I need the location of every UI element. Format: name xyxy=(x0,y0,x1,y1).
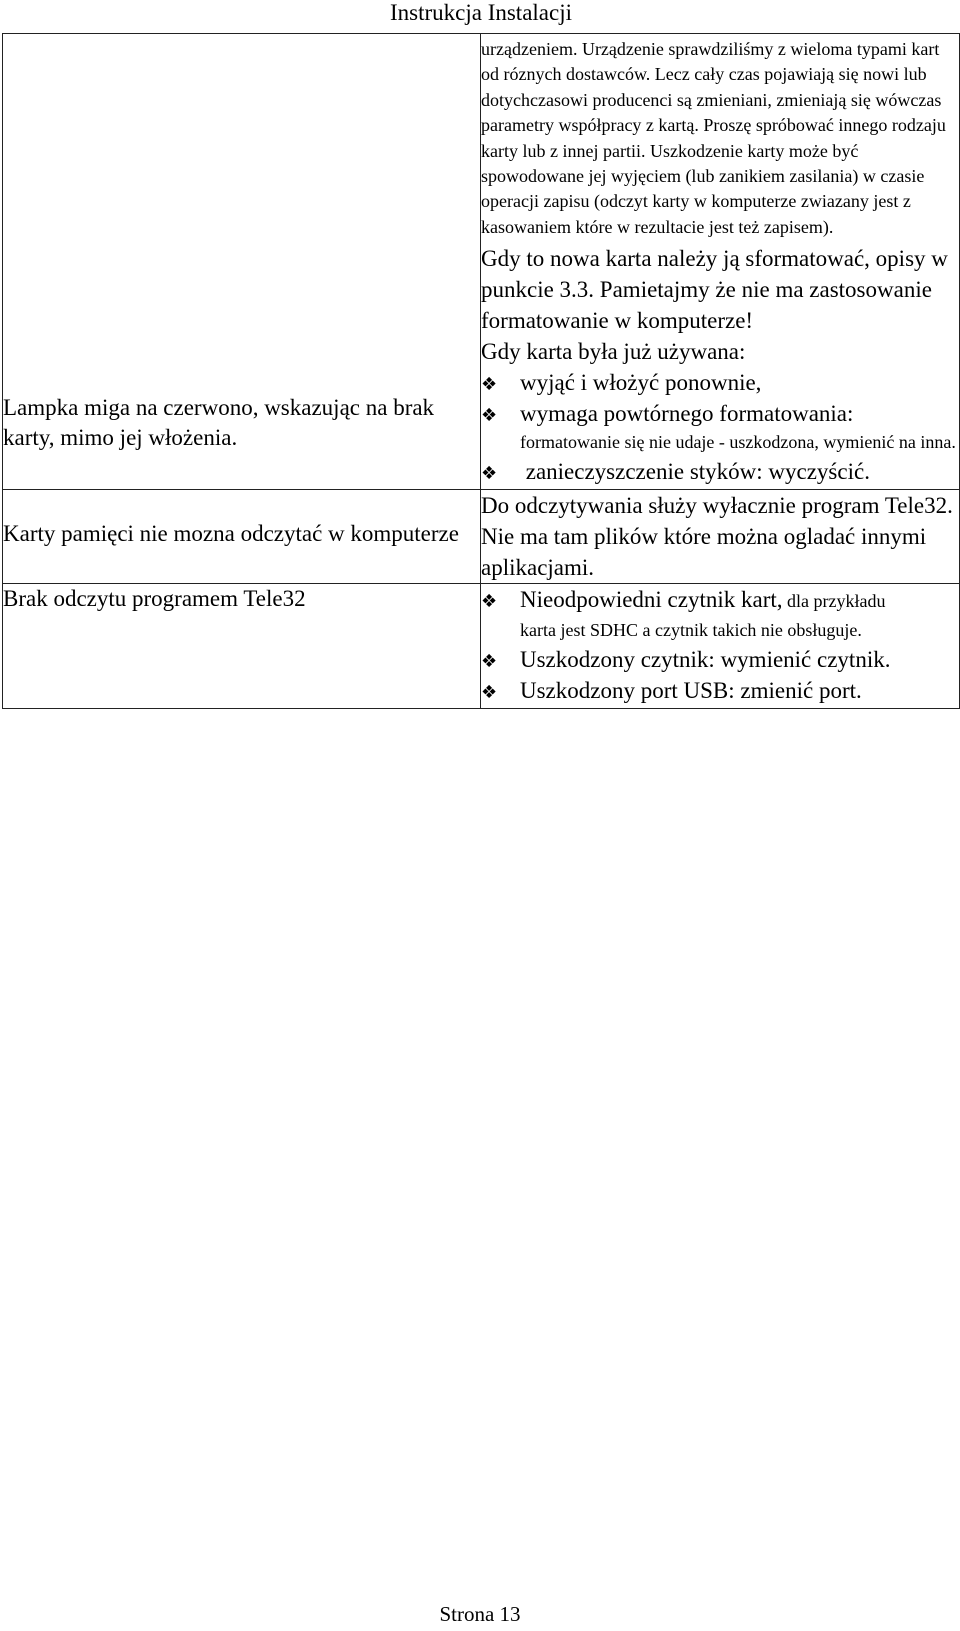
list-item-text: Nieodpowiedni czytnik kart, xyxy=(520,587,783,613)
page-number: Strona 13 xyxy=(439,1602,521,1626)
solution-paragraph: Do odczytywania służy wyłacznie program Tele32. Nie ma tam plików które można ogladać innymi aplikacjami. xyxy=(481,493,953,581)
table-row xyxy=(3,490,960,584)
problem-cell xyxy=(3,490,481,584)
list-item xyxy=(481,675,959,708)
list-item xyxy=(481,367,959,398)
solution-cell xyxy=(481,584,960,709)
table-row xyxy=(3,34,960,490)
problem-text: Brak odczytu programem Tele32 xyxy=(3,586,306,612)
list-item xyxy=(481,644,959,675)
solution-paragraph: urządzeniem. Urządzenie sprawdziliśmy z wieloma typami kart od róznych dostawców. Lecz cały czas pojawiają się nowi lub dotychczasowi producenci są zmieniani, zmieniają się wówczas parametry współpracy z kartą. Proszę spróbować innego rodzaju karty lub z innej partii. Uszkodzenie karty może być spowodowane jej wyjęciem (lub zanikiem zasilania) w czasie operacji zapisu (odczyt karty w komputerze zwiazany jest z kasowaniem które w rezultacie jest też zapisem). xyxy=(481,39,946,237)
list-item-text: Uszkodzony czytnik: wymienić czytnik. xyxy=(520,647,891,673)
list-item xyxy=(481,398,959,429)
problem-cell xyxy=(3,584,481,709)
page-header xyxy=(0,0,960,26)
solution-cell xyxy=(481,490,960,584)
list-item-text: wymaga powtórnego formatowania: xyxy=(520,401,854,427)
solution-paragraph: Gdy to nowa karta należy ją sformatować, opisy w punkcie 3.3. Pamietajmy że nie ma zastosowanie formatowanie w komputerze! xyxy=(481,246,948,334)
diamond-bullet-icon: ❖ xyxy=(481,682,498,704)
list-item xyxy=(481,584,959,617)
problem-text: Karty pamięci nie mozna odczytać w komputerze xyxy=(3,521,459,547)
diamond-bullet-icon: ❖ xyxy=(481,374,498,396)
problem-text: Lampka miga na czerwono, wskazując na brak karty, mimo jej włożenia. xyxy=(3,395,435,451)
list-item xyxy=(481,456,959,489)
list-item-subtext: formatowanie się nie udaje - uszkodzona, wymienić na inna. xyxy=(520,432,956,453)
solution-cell xyxy=(481,34,960,490)
diamond-bullet-icon: ❖ xyxy=(481,463,498,485)
problem-cell xyxy=(3,34,481,490)
table-row xyxy=(3,584,960,709)
diamond-bullet-icon: ❖ xyxy=(481,591,498,613)
solution-paragraph: Gdy karta była już używana: xyxy=(481,339,746,365)
list-item-text: Uszkodzony port USB: zmienić port. xyxy=(520,678,862,704)
page-footer xyxy=(0,1601,960,1627)
diamond-bullet-icon: ❖ xyxy=(481,651,498,673)
list-item-content xyxy=(520,584,885,617)
list-item-text: zanieczyszczenie styków: wyczyścić. xyxy=(520,459,870,485)
list-item-text: wyjąć i włożyć ponownie, xyxy=(520,370,762,396)
list-item-inline-note: dla przykładu xyxy=(782,591,886,612)
troubleshooting-table xyxy=(2,33,960,709)
list-item-subtext: karta jest SDHC a czytnik takich nie obsługuje. xyxy=(520,620,862,641)
diamond-bullet-icon: ❖ xyxy=(481,405,498,427)
document-title: Instrukcja Instalacji xyxy=(389,0,572,25)
